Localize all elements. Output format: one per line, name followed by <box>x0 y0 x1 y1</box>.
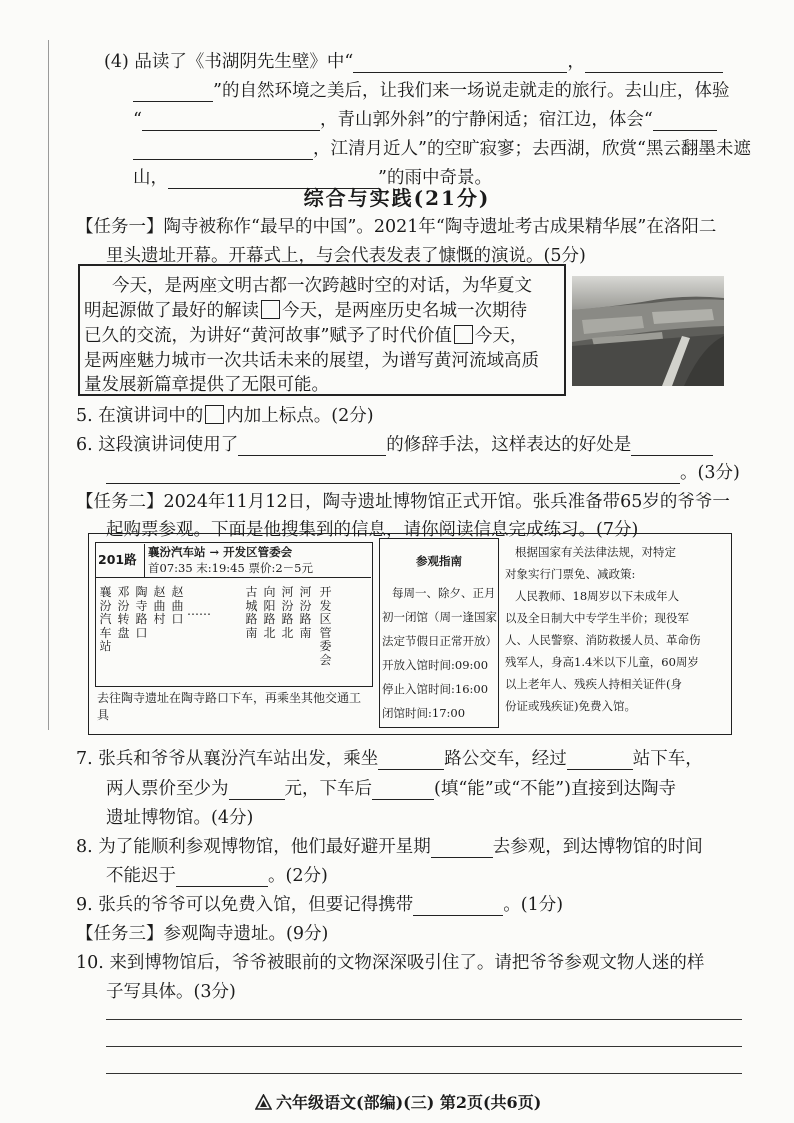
q4-text: “ <box>133 110 142 130</box>
route-number: 201路 <box>98 552 137 567</box>
q4-text: (4) 品读了《书湖阴先生壁》中“ <box>104 52 354 72</box>
section-title: 综合与实践(21分) <box>303 186 491 210</box>
answer-blank[interactable] <box>372 782 434 800</box>
q9: 9. 张兵的爷爷可以免费入馆，但要记得携带 。(1分) <box>76 895 564 915</box>
bus-stop: 开发区管委会 <box>319 585 332 667</box>
q4-line-3 <box>133 106 717 131</box>
answer-blank[interactable] <box>238 438 386 456</box>
q4-line-1 <box>104 48 723 73</box>
guide-line: 法定节假日正常开放） <box>382 634 497 648</box>
site-photo <box>572 276 724 386</box>
bus-stop: 赵曲口 <box>171 585 184 626</box>
answer-blank[interactable] <box>567 752 633 770</box>
route-note: 去往陶寺遗址在陶寺路口下车，再乘坐其他交通工具 <box>97 691 362 722</box>
policy-line: 以上老年人、残疾人持相关证件(身 <box>505 677 682 691</box>
q7-line-3: 遗址博物馆。(4分) <box>106 808 254 828</box>
q10-line-1: 10. 来到博物馆后，爷爷被眼前的文物深深吸引住了。请把爷爷参观文物人迷的样 <box>76 953 705 973</box>
answer-blank[interactable] <box>431 840 493 858</box>
policy-line: 人、人民警察、消防救援人员、革命伤 <box>505 633 701 647</box>
answer-blank[interactable] <box>353 55 567 73</box>
visit-guide-card <box>379 538 499 728</box>
speech-line: 已久的交流，为讲好“黄河故事”赋予了时代价值 今天， <box>84 326 528 346</box>
route-times: 首07:35 末:19:45 票价:2－5元 <box>148 561 313 575</box>
policy-line: 对象实行门票免、减政策: <box>505 567 636 581</box>
speech-box <box>78 264 566 396</box>
guide-line: 每周一、除夕、正月 <box>392 586 496 600</box>
task2-intro-1: 【任务二】2024年11月12日，陶寺遗址博物馆正式开馆。张兵准备带65岁的爷爷一 <box>76 492 730 512</box>
q8-line-1: 8. 为了能顺利参观博物馆，他们最好避开星期 去参观，到达博物馆的时间 <box>76 837 703 857</box>
writing-line[interactable] <box>106 1046 742 1047</box>
bus-stop: 向阳路北 <box>263 585 276 640</box>
q4-text: ， <box>567 52 585 72</box>
answer-blank[interactable] <box>133 84 213 102</box>
answer-blank[interactable] <box>142 113 320 131</box>
q4-text: ”的雨中奇景。 <box>378 168 492 188</box>
writing-line[interactable] <box>106 1019 742 1020</box>
writing-line[interactable] <box>106 1073 742 1074</box>
policy-line: 残军人，身高1.4米以下儿童，60周岁 <box>505 655 699 669</box>
answer-blank[interactable] <box>133 142 313 160</box>
bus-stop: 河汾路南 <box>299 585 312 640</box>
answer-blank[interactable] <box>585 55 723 73</box>
bus-stop: 邓汾转盘 <box>117 585 130 640</box>
answer-blank[interactable] <box>106 466 680 484</box>
speech-line: 是两座魅力城市一次共话未来的展望，为谱写黄河流域高质 <box>84 351 539 371</box>
policy-line: 份证或残疾证)免费入馆。 <box>505 699 636 713</box>
q4-line-4 <box>133 135 751 160</box>
guide-line: 停止入馆时间:16:00 <box>382 682 489 696</box>
q7-line-1: 7. 张兵和爷爷从襄汾汽车站出发，乘坐 路公交车，经过 站下车， <box>76 749 703 769</box>
punctuation-box[interactable] <box>261 300 280 319</box>
bus-stop: 河汾路北 <box>281 585 294 640</box>
q6-line-1: 6. 这段演讲词使用了 的修辞手法，这样表达的好处是 <box>76 431 713 456</box>
q4-text: ”的自然环境之美后，让我们来一场说走就走的旅行。去山庄，体验 <box>213 81 730 101</box>
speech-line: 明起源做了最好的解读 今天，是两座历史名城一次期待 <box>84 301 527 321</box>
answer-blank[interactable] <box>229 782 285 800</box>
guide-line: 初一闭馆（周一逢国家 <box>382 610 497 624</box>
answer-blank[interactable] <box>176 869 268 887</box>
punctuation-box[interactable] <box>454 325 473 344</box>
task2-intro-2: 起购票参观。下面是他搜集到的信息，请你阅读信息完成练习。(7分) <box>106 520 639 540</box>
policy-line: 根据国家有关法律法规，对特定 <box>515 545 676 559</box>
q6-line-2: 。(3分) <box>106 459 740 484</box>
box-symbol <box>205 405 224 424</box>
q5: 5. 在演讲词中的 内加上标点。(2分) <box>76 406 374 426</box>
footer-text: 六年级语文(部编)(三) 第2页(共6页) <box>276 1093 542 1112</box>
route-header: 襄汾汽车站 → 开发区管委会 <box>148 545 293 559</box>
bus-stop: 襄汾汽车站 <box>99 585 112 653</box>
task1-intro-2: 里头遗址开幕。开幕式上，与会代表发表了慷慨的演说。(5分) <box>106 246 586 266</box>
guide-title: 参观指南 <box>416 554 462 568</box>
bus-route-card <box>95 542 371 728</box>
q4-text: ，江清月近人”的空旷寂寥；去西湖，欣赏“黑云翻墨未遮 <box>313 139 751 159</box>
q10-line-2: 子写具体。(3分) <box>106 982 236 1002</box>
speech-line: 今天，是两座文明古都一次跨越时空的对话，为华夏文 <box>112 276 532 296</box>
margin-line <box>48 40 49 730</box>
guide-line: 闭馆时间:17:00 <box>382 706 466 720</box>
publisher-logo-icon <box>255 1094 272 1114</box>
ticket-policy-card <box>503 538 723 726</box>
answer-blank[interactable] <box>413 898 503 916</box>
task3-title: 【任务三】参观陶寺遗址。(9分) <box>76 924 329 944</box>
q4-text: ，青山郭外斜”的宁静闲适；宿江边，体会“ <box>319 110 653 130</box>
bus-stop: 赵曲村 <box>153 585 166 626</box>
task1-intro-1: 【任务一】陶寺被称作“最早的中国”。2021年“陶寺遗址考古成果精华展”在洛阳二 <box>76 217 717 237</box>
answer-blank[interactable] <box>378 752 444 770</box>
q7-line-2: 两人票价至少为 元，下车后 (填“能”或“不能”)直接到达陶寺 <box>106 779 676 799</box>
info-panel <box>88 533 732 735</box>
bus-stop: 古城路南 <box>245 585 258 640</box>
policy-line: 人民教师、18周岁以下未成年人 <box>515 589 680 603</box>
answer-blank[interactable] <box>653 113 717 131</box>
stops-ellipsis: …… <box>187 604 211 618</box>
speech-line: 量发展新篇章提供了无限可能。 <box>84 375 329 395</box>
guide-line: 开放入馆时间:09:00 <box>382 658 489 672</box>
page-footer <box>255 1090 541 1114</box>
q8-line-2: 不能迟于 。(2分) <box>106 866 328 886</box>
policy-line: 以及全日制大中专学生半价；现役军 <box>505 611 689 625</box>
q4-line-2 <box>133 77 729 102</box>
answer-blank[interactable] <box>631 438 713 456</box>
q4-text: 山， <box>133 168 168 188</box>
bus-stop: 陶寺路口 <box>135 585 148 640</box>
